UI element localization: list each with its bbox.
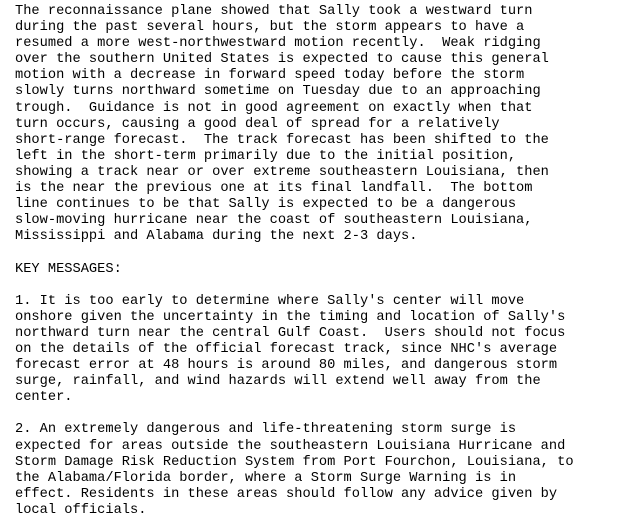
text-line: local officials. [15, 502, 147, 518]
discussion-paragraph [15, 4, 618, 245]
text-line: northward turn near the central Gulf Coast. Users should not focus [15, 325, 566, 341]
text-line: the Alabama/Florida border, where a Storm Surge Warning is in [15, 470, 517, 486]
text-line: during the past several hours, but the storm appears to have a [15, 20, 525, 36]
text-line: is the near the previous one at its final landfall. The bottom [15, 181, 533, 197]
text-line: line continues to be that Sally is expected to be a dangerous [15, 197, 517, 213]
text-line: 1. It is too early to determine where Sally's center will move [15, 293, 525, 309]
text-line: 2. An extremely dangerous and life-threatening storm surge is [15, 422, 517, 438]
text-line: Storm Damage Risk Reduction System from Port Fourchon, Louisiana, to [15, 454, 574, 470]
text-line: short-range forecast. The track forecast has been shifted to the [15, 132, 549, 148]
text-line: motion with a decrease in forward speed today before the storm [15, 68, 525, 84]
text-line: The reconnaissance plane showed that Sally took a westward turn [15, 4, 533, 19]
text-line: forecast error at 48 hours is around 80 miles, and dangerous storm [15, 358, 558, 374]
text-line: showing a track near or over extreme southeastern Louisiana, then [15, 164, 549, 180]
text-line: over the southern United States is expected to cause this general [15, 52, 549, 68]
text-line: slowly turns northward sometime on Tuesday due to an approaching [15, 84, 541, 100]
blank-line [15, 278, 618, 294]
text-line: onshore given the uncertainty in the timing and location of Sally's [15, 309, 566, 325]
forecast-discussion-text [15, 4, 618, 519]
key-message-1 [15, 294, 618, 407]
text-line: center. [15, 390, 73, 406]
blank-line [15, 406, 618, 422]
text-line: turn occurs, causing a good deal of spread for a relatively [15, 116, 500, 132]
text-line: trough. Guidance is not in good agreement on exactly when that [15, 100, 533, 116]
text-line: on the details of the official forecast track, since NHC's average [15, 341, 558, 357]
text-line: surge, rainfall, and wind hazards will extend well away from the [15, 374, 541, 390]
text-line: Mississippi and Alabama during the next 2-3 days. [15, 229, 418, 245]
text-line: left in the short-term primarily due to the initial position, [15, 148, 517, 164]
key-message-2 [15, 422, 618, 519]
text-line: effect. Residents in these areas should follow any advice given by [15, 486, 558, 502]
text-line: expected for areas outside the southeastern Louisiana Hurricane and [15, 438, 566, 454]
blank-line [15, 245, 618, 261]
text-line: slow-moving hurricane near the coast of southeastern Louisiana, [15, 213, 533, 229]
text-line: resumed a more west-northwestward motion recently. Weak ridging [15, 36, 541, 52]
key-messages-heading: KEY MESSAGES: [15, 261, 122, 277]
